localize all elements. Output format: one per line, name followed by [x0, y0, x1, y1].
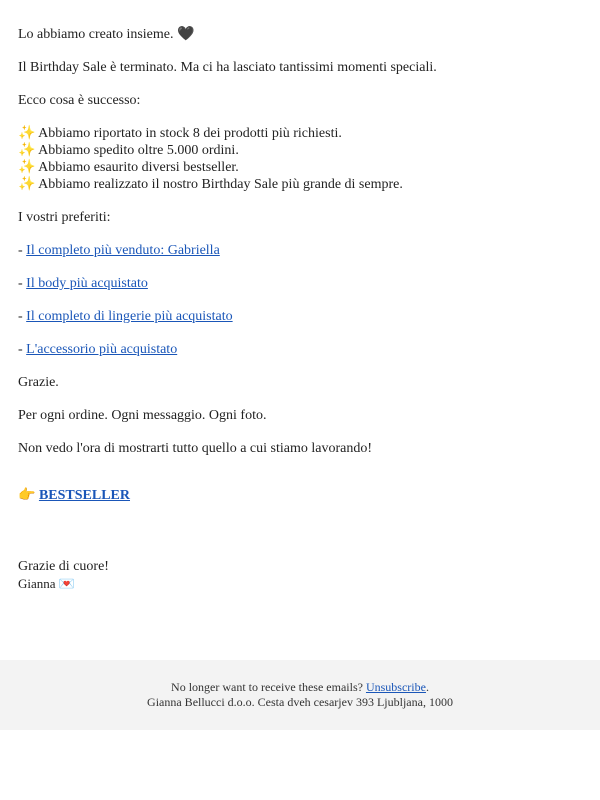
highlight-item [18, 159, 582, 176]
closing-thanks: Grazie. [18, 375, 59, 390]
sparkles-icon: ✨ [18, 142, 36, 158]
email-footer [0, 660, 600, 730]
favorite-item [18, 308, 582, 325]
highlight-text: Abbiamo realizzato il nostro Birthday Sale più grande di sempre. [38, 177, 403, 192]
favorite-link-lingerie[interactable]: Il completo di lingerie più acquistato [26, 309, 233, 324]
unsubscribe-suffix: . [425, 680, 429, 694]
black-heart-icon: 🖤 [177, 26, 195, 42]
intro-line-1 [18, 26, 582, 43]
favorite-item [18, 242, 582, 259]
highlight-item [18, 142, 582, 159]
favorite-item [18, 275, 582, 292]
bestseller-cta [18, 487, 582, 504]
closing-cantwait: Non vedo l'ora di mostrarti tutto quello a cui stiamo lavorando! [18, 441, 372, 456]
bestseller-link[interactable]: BESTSELLER [38, 488, 130, 503]
signoff [18, 558, 582, 593]
dash: - [18, 276, 23, 291]
highlights-list [18, 125, 582, 193]
unsubscribe-prefix: No longer want to receive these emails? [171, 680, 363, 694]
highlight-item [18, 125, 582, 142]
dash: - [18, 342, 23, 357]
intro-text: Lo abbiamo creato insieme. [18, 27, 174, 42]
pointing-hand-icon: 👉 [18, 487, 36, 503]
favorite-link-gabriella[interactable]: Il completo più venduto: Gabriella [26, 243, 220, 258]
favorite-link-accessory[interactable]: L'accessorio più acquistato [26, 342, 178, 357]
highlight-text: Abbiamo esaurito diversi bestseller. [38, 160, 239, 175]
favorite-item [18, 341, 582, 358]
company-address: Gianna Bellucci d.o.o. Cesta dveh cesarjev 393 Ljubljana, 1000 [147, 695, 453, 709]
sparkles-icon: ✨ [18, 125, 36, 141]
signature-name: Gianna [18, 576, 56, 591]
unsubscribe-line [0, 680, 600, 695]
dash: - [18, 309, 23, 324]
highlight-text: Abbiamo spedito oltre 5.000 ordini. [38, 143, 239, 158]
love-letter-icon: 💌 [58, 577, 75, 592]
sparkles-icon: ✨ [18, 176, 36, 192]
intro-line-2: Il Birthday Sale è terminato. Ma ci ha lasciato tantissimi momenti speciali. [18, 60, 437, 75]
highlight-item [18, 176, 582, 193]
signoff-thanks: Grazie di cuore! [18, 559, 109, 574]
closing-every: Per ogni ordine. Ogni messaggio. Ogni foto. [18, 408, 267, 423]
signature [18, 576, 582, 593]
unsubscribe-link[interactable]: Unsubscribe [365, 680, 426, 694]
favorite-link-body[interactable]: Il body più acquistato [26, 276, 148, 291]
highlight-text: Abbiamo riportato in stock 8 dei prodotti più richiesti. [38, 126, 342, 141]
intro-line-3: Ecco cosa è successo: [18, 93, 141, 108]
dash: - [18, 243, 23, 258]
sparkles-icon: ✨ [18, 159, 36, 175]
favorites-heading: I vostri preferiti: [18, 210, 111, 225]
